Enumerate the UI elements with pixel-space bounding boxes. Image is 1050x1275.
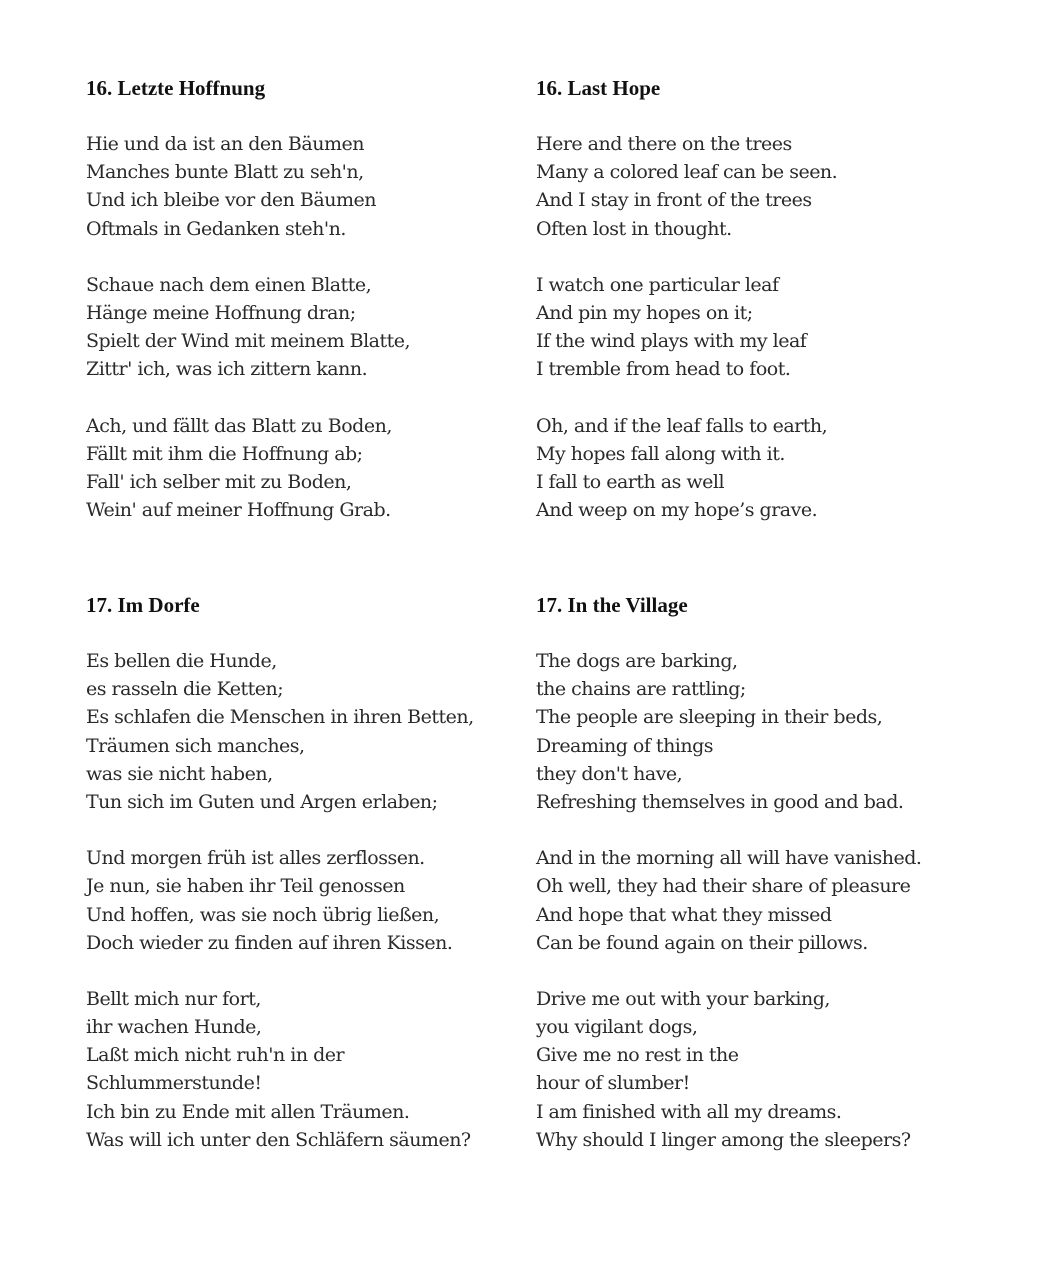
stanza: [86, 130, 526, 243]
stanza: [86, 271, 526, 384]
stanza: [86, 412, 526, 525]
verse-line: they don't have,: [536, 762, 683, 785]
verse-line: Und morgen früh ist alles zerflossen.: [86, 847, 425, 870]
verse-line: And weep on my hope’s grave.: [536, 499, 818, 522]
verse-line: Drive me out with your barking,: [536, 987, 830, 1010]
verse-line: Ich bin zu Ende mit allen Träumen.: [86, 1100, 410, 1123]
verse-line: Es bellen die Hunde,: [86, 650, 277, 672]
verse-line: Why should I linger among the sleepers?: [536, 1128, 911, 1151]
verse-line: Dreaming of things: [536, 734, 714, 757]
song-title-german: 16. Letzte Hoffnung: [86, 76, 266, 100]
verse-line: ihr wachen Hunde,: [86, 1016, 262, 1039]
verse-line: The people are sleeping in their beds,: [536, 706, 883, 729]
stanza: [536, 412, 996, 525]
verse-line: Schaue nach dem einen Blatte,: [86, 273, 372, 296]
verse-line: the chains are rattling;: [536, 678, 746, 701]
verse-line: hour of slumber!: [536, 1072, 690, 1095]
verse-line: Träumen sich manches,: [86, 734, 305, 757]
song-title-german: 17. Im Dorfe: [86, 593, 200, 617]
stanza: [86, 985, 526, 1154]
verse-line: Wein' auf meiner Hoffnung Grab.: [86, 499, 391, 522]
song-title-english: 16. Last Hope: [536, 76, 661, 100]
stanza: [536, 985, 996, 1154]
verse-line: you vigilant dogs,: [536, 1016, 698, 1039]
verse-line: Manches bunte Blatt zu seh'n,: [86, 161, 364, 184]
verse-line: Und ich bleibe vor den Bäumen: [86, 189, 376, 212]
verse-line: Can be found again on their pillows.: [536, 931, 868, 954]
verse-line: Zittr' ich, was ich zittern kann.: [86, 358, 368, 381]
verse-line: Laßt mich nicht ruh'n in der: [86, 1044, 345, 1067]
stanza: [536, 130, 996, 243]
verse-line: Doch wieder zu finden auf ihren Kissen.: [86, 931, 453, 954]
german-column: [86, 74, 526, 524]
verse-line: Here and there on the trees: [536, 133, 792, 155]
verse-line: Es schlafen die Menschen in ihren Betten,: [86, 706, 474, 729]
verse-line: The dogs are barking,: [536, 650, 738, 672]
verse-line: Hänge meine Hoffnung dran;: [86, 301, 356, 324]
verse-line: Fall' ich selber mit zu Boden,: [86, 470, 352, 493]
verse-line: es rasseln die Ketten;: [86, 678, 284, 701]
verse-line: Oh well, they had their share of pleasure: [536, 875, 911, 898]
verse-line: was sie nicht haben,: [86, 762, 273, 785]
english-column: [536, 591, 996, 1154]
english-column: [536, 74, 996, 524]
stanza: [536, 647, 996, 816]
stanza: [86, 844, 526, 957]
verse-line: Oftmals in Gedanken steh'n.: [86, 217, 346, 240]
verse-line: My hopes fall along with it.: [536, 442, 785, 465]
verse-line: I fall to earth as well: [536, 470, 725, 493]
verse-line: If the wind plays with my leaf: [536, 330, 807, 353]
verse-line: Often lost in thought.: [536, 217, 732, 240]
verse-line: I watch one particular leaf: [536, 273, 779, 296]
verse-line: Refreshing themselves in good and bad.: [536, 790, 904, 813]
verse-line: Ach, und fällt das Blatt zu Boden,: [86, 414, 392, 437]
verse-line: Give me no rest in the: [536, 1044, 739, 1067]
german-column: [86, 591, 526, 1154]
verse-line: And pin my hopes on it;: [536, 301, 753, 324]
verse-line: Und hoffen, was sie noch übrig ließen,: [86, 903, 440, 926]
stanza: [536, 844, 996, 957]
verse-line: I am finished with all my dreams.: [536, 1100, 842, 1123]
verse-line: Schlummerstunde!: [86, 1072, 262, 1095]
verse-line: I tremble from head to foot.: [536, 358, 791, 381]
stanza: [536, 271, 996, 384]
verse-line: Was will ich unter den Schläfern säumen?: [86, 1128, 471, 1151]
verse-line: Tun sich im Guten und Argen erlaben;: [86, 790, 438, 813]
verse-line: Je nun, sie haben ihr Teil genossen: [86, 875, 405, 898]
song-title-english: 17. In the Village: [536, 593, 688, 617]
verse-line: Fällt mit ihm die Hoffnung ab;: [86, 442, 363, 465]
verse-line: Spielt der Wind mit meinem Blatte,: [86, 330, 411, 353]
verse-line: And I stay in front of the trees: [536, 189, 812, 212]
verse-line: Hie und da ist an den Bäumen: [86, 133, 364, 155]
verse-line: Bellt mich nur fort,: [86, 987, 261, 1010]
verse-line: And in the morning all will have vanished.: [536, 847, 922, 870]
verse-line: Many a colored leaf can be seen.: [536, 161, 838, 184]
verse-line: And hope that what they missed: [536, 903, 832, 926]
verse-line: Oh, and if the leaf falls to earth,: [536, 414, 828, 437]
stanza: [86, 647, 526, 816]
